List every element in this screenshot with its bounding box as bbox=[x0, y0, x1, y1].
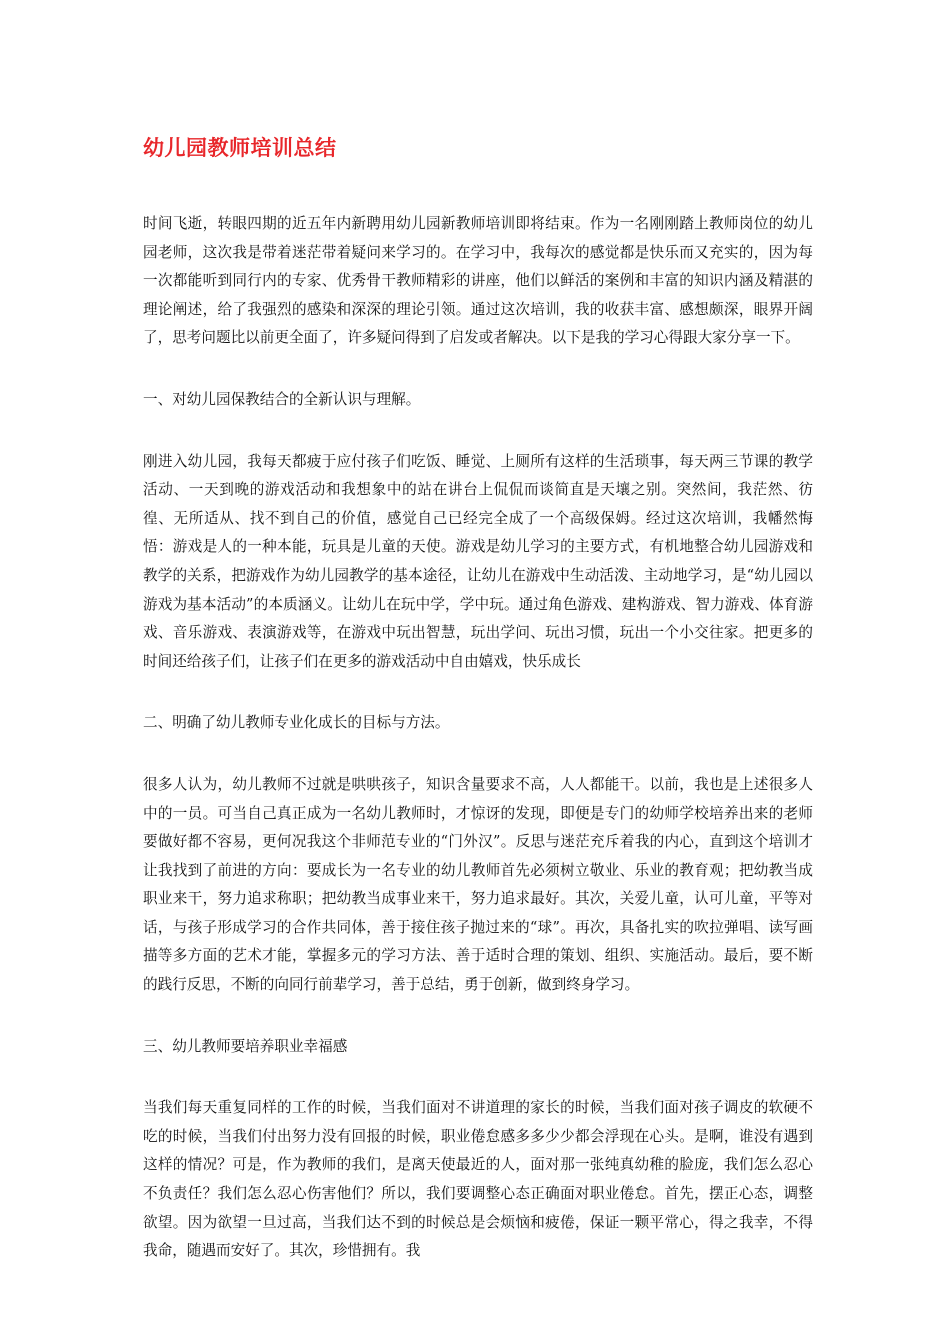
document-page bbox=[143, 126, 813, 1299]
section-1-heading: 一、对幼儿园保教结合的全新认识与理解。 bbox=[143, 390, 421, 408]
section-2-body: 很多人认为，幼儿教师不过就是哄哄孩子，知识含量要求不高，人人都能干。以前，我也是上述很多人中的一员。可当自己真正成为一名幼儿教师时，才惊讶的发现，即便是专门的幼师学校培养出来的老师要做好都不容易，更何况我这个非师范专业的“门外汉”。反思与迷茫充斥着我的内心，直到这个培训才让我找到了前进的方向：要成长为一名专业的幼儿教师首先必须树立敬业、乐业的教育观；把幼教当成职业来干，努力追求称职；把幼教当成事业来干，努力追求最好。其次，关爱儿童，认可儿童，平等对话，与孩子形成学习的合作共同体，善于接住孩子抛过来的“球”。再次，具备扎实的吹拉弹唱、读写画描等多方面的艺术才能，掌握多元的学习方法、善于适时合理的策划、组织、实施活动。最后，要不断的践行反思，不断的向同行前辈学习，善于总结，勇于创新，做到终身学习。 bbox=[143, 775, 813, 994]
section-3-body: 当我们每天重复同样的工作的时候，当我们面对不讲道理的家长的时候，当我们面对孩子调皮的软硬不吃的时候，当我们付出努力没有回报的时候，职业倦怠感多多少少都会浮现在心头。是啊，谁没有遇到这样的情况？可是，作为教师的我们，是离天使最近的人，面对那一张纯真幼稚的脸庞，我们怎么忍心不负责任？我们怎么忍心伤害他们？所以，我们要调整心态正确面对职业倦怠。首先，摆正心态，调整欲望。因为欲望一旦过高，当我们达不到的时候总是会烦恼和疲倦，保证一颗平常心，得之我幸，不得我命，随遇而安好了。其次，珍惜拥有。我 bbox=[143, 1099, 813, 1260]
section-2-heading: 二、明确了幼儿教师专业化成长的目标与方法。 bbox=[143, 714, 450, 732]
section-3-heading: 三、幼儿教师要培养职业幸福感 bbox=[143, 1037, 348, 1055]
document-title: 幼儿园教师培训总结 bbox=[143, 135, 337, 160]
intro-paragraph: 时间飞逝，转眼四期的近五年内新聘用幼儿园新教师培训即将结束。作为一名刚刚踏上教师岗位的幼儿园老师，这次我是带着迷茫带着疑问来学习的。在学习中，我每次的感觉都是快乐而又充实的，因为每一次都能听到同行内的专家、优秀骨干教师精彩的讲座，他们以鲜活的案例和丰富的知识内涵及精湛的理论阐述，给了我强烈的感染和深深的理论引领。通过这次培训，我的收获丰富、感想颇深，眼界开阔了，思考问题比以前更全面了，许多疑问得到了启发或者解决。以下是我的学习心得跟大家分享一下。 bbox=[143, 215, 813, 347]
section-1-body: 刚进入幼儿园，我每天都疲于应付孩子们吃饭、睡觉、上厕所有这样的生活琐事，每天两三节课的教学活动、一天到晚的游戏活动和我想象中的站在讲台上侃侃而谈简直是天壤之别。突然间，我茫然、彷徨、无所适从、找不到自己的价值，感觉自己已经完全成了一个高级保姆。经过这次培训，我幡然悔悟：游戏是人的一种本能，玩具是儿童的天使。游戏是幼儿学习的主要方式，有机地整合幼儿园游戏和教学的关系，把游戏作为幼儿园教学的基本途径，让幼儿在游戏中生动活泼、主动地学习，是“幼儿园以游戏为基本活动”的本质涵义。让幼儿在玩中学，学中玩。通过角色游戏、建构游戏、智力游戏、体育游戏、音乐游戏、表演游戏等，在游戏中玩出智慧，玩出学问、玩出习惯，玩出一个小交往家。把更多的时间还给孩子们，让孩子们在更多的游戏活动中自由嬉戏，快乐成长 bbox=[143, 452, 813, 670]
